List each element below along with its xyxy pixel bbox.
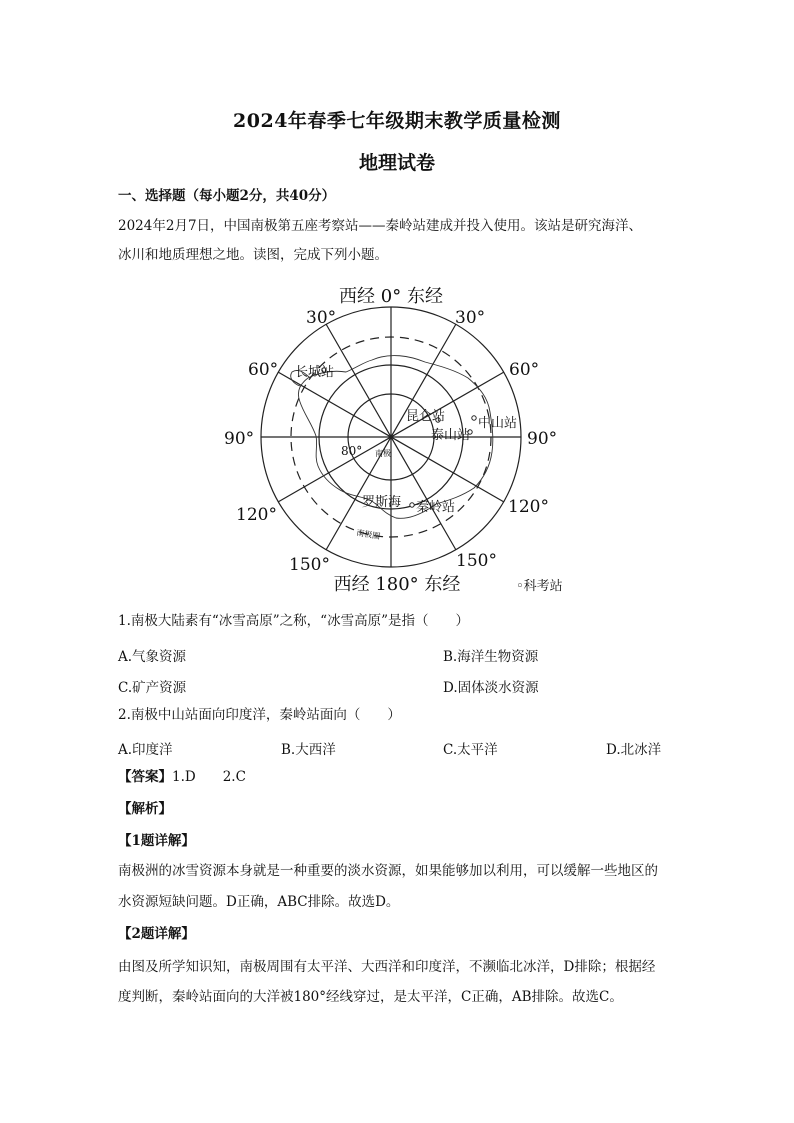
sea-label: 罗斯海 [362,495,402,510]
lon-label-e30: 30° [455,308,486,328]
q2-analysis-label: 【2题详解】 [118,926,195,942]
lon-label-e150: 150° [456,551,497,571]
q1-option-c: C.矿产资源 [118,680,187,696]
q2-option-c: C.太平洋 [443,742,498,758]
q1-analysis-line-1: 南极洲的冰雪资源本身就是一种重要的淡水资源，如果能够加以利用，可以缓解一些地区的 [118,863,658,879]
lon-label-w90: 90° [224,429,255,449]
station-label-changcheng: 长城站 [295,365,335,380]
answer-value: 1.D 2.C [172,769,246,785]
q2-option-b: B.大西洋 [281,742,336,758]
top-meridian-label: 西经 0° 东经 [339,286,443,307]
station-label-kunlun: 昆仑站 [406,409,446,424]
answer-label: 【答案】 [118,769,172,785]
intro-line-2: 冰川和地质理想之地。读图，完成下列小题。 [118,247,388,263]
analysis-label: 【解析】 [118,801,172,817]
pole-label: 南极 [375,449,391,458]
q1-analysis-line-2: 水资源短缺问题。D正确，ABC排除。故选D。 [118,894,400,910]
station-label-taishan: 泰山站 [431,428,471,443]
lon-label-e60: 60° [509,360,540,380]
q1-analysis-label: 【1题详解】 [118,833,195,849]
q2-analysis-line-2: 度判断，秦岭站面向的大洋被180°经线穿过，是太平洋，C正确，AB排除。故选C。 [118,989,623,1005]
q2-analysis-line-1: 由图及所学知识知，南极周围有太平洋、大西洋和印度洋，不濒临北冰洋，D排除；根据经 [118,959,656,975]
station-dot-zhongshan [472,416,476,420]
lon-label-w60: 60° [248,360,279,380]
question-2-stem: 2.南极中山站面向印度洋，秦岭站面向（ ） [118,707,401,723]
lon-label-e120: 120° [508,497,549,517]
page-title: 2024年春季七年级期末教学质量检测 [233,110,561,132]
station-dot-qinling [410,503,414,507]
q1-option-b: B.海洋生物资源 [443,649,539,665]
q2-option-a: A.印度洋 [118,742,173,758]
map-legend: ◦科考站 [516,579,563,594]
lon-label-w150: 150° [289,555,330,575]
station-label-zhongshan: 中山站 [478,416,518,431]
q1-option-a: A.气象资源 [118,649,187,665]
station-label-qinling: 秦岭站 [416,500,456,515]
question-1-stem: 1.南极大陆素有“冰雪高原”之称，“冰雪高原”是指（ ） [118,613,469,629]
lat-label-80: 80° [341,444,363,458]
lon-label-w30: 30° [306,308,337,328]
lon-label-w120: 120° [236,505,277,525]
intro-line-1: 2024年2月7日，中国南极第五座考察站——秦岭站建成并投入使用。该站是研究海洋、 [118,218,643,234]
antarctic-circle-label: 南极圈 [355,528,381,542]
q2-option-d: D.北冰洋 [606,742,662,758]
subject-title: 地理试卷 [358,152,435,174]
bottom-meridian-label: 西经 180° 东经 [333,574,461,595]
lon-label-e90: 90° [527,429,558,449]
q1-option-d: D.固体淡水资源 [443,680,539,696]
answer-line [118,763,246,791]
section-heading: 一、选择题（每小题2分，共40分） [118,188,336,204]
